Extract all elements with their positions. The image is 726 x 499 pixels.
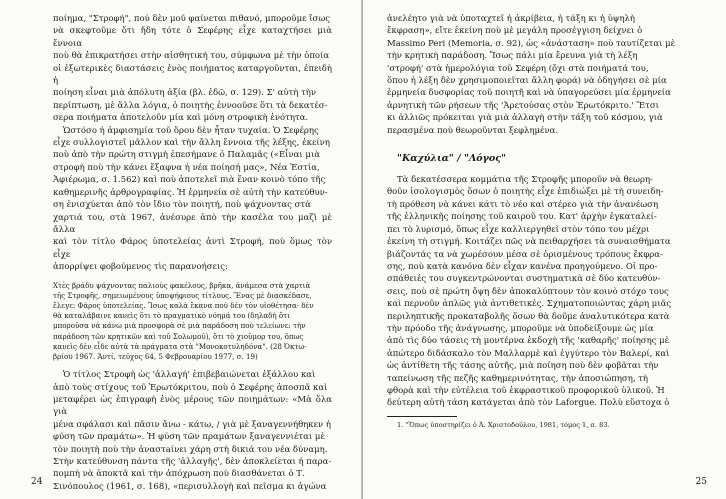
text-line: νὰ σκεφτοῦμε ὅτι ἤδη τότε ὁ Σεφέρης εἶχε καταχτήσει μιὰ ἔννοια	[53, 26, 332, 49]
text-line: ἀρνητικὴ τῶν ρήσεων τῆς 'Ἀρετούσας στὸν Ἐρωτόκριτο.' Ἔτσι	[387, 100, 659, 111]
left-text-column	[53, 13, 332, 493]
quote-line: Χτὲς βράδυ ψάχνοντας παλιοὺς φακέλους, βρῆκα, ἀνάμεσα στὰ χαρτιὰ	[53, 280, 311, 290]
text-line: Massimo Peri (Memoria, σ. 92), ὡς «ἀνάσταση» ποὺ ταυτίζεται μὲ	[387, 38, 676, 49]
block-quote	[53, 281, 332, 363]
text-line: εἶχε συλλογιστεῖ μᾶλλον καὶ τὴν ἄλλη ἔννοια τῆς λέξης, ἐκείνη	[53, 138, 330, 149]
text-line: ἀνελέητο γιὰ νὰ ὑποταχτεῖ ἡ ἀκρίβεια, ἡ τάξη κι ἡ ὑψηλὴ	[387, 14, 636, 24]
text-line: θοῦν ἰσολογισμὸς ὅσων ὁ ποιητὴς εἶχε ἐπιδιώξει μὲ τὴ συνειδη-	[387, 187, 664, 198]
text-line: φθορὰ καὶ τὴν εὐτέλεια τοῦ ἐκφραστικοῦ προφορικοῦ ὑλικοῦ. Ἡ	[387, 385, 665, 396]
text-line: ὡς ἀντίθετη τῆς τάσης αὐτῆς, μιὰ ποίηση ποὺ δὲν φοβᾶται τὴν	[387, 361, 659, 372]
left-paragraph-2	[53, 125, 332, 274]
text-line: περιληπτικῆς προκαταβολῆς ὅσων θὰ δοῦμε ἀναλυτικότερα κατὰ	[387, 311, 670, 322]
text-line: μένα σφάλασι καὶ πᾶσιν ἄνω - κάτω, / γιὰ μὲ ξαναγεννήθηκεν ἡ	[53, 419, 331, 430]
quote-line: παράδοση τῶν κρητικῶν καὶ τοῦ Σολωμοῦ), ὅτι τὸ χιοῦμορ του, ὅπως	[53, 331, 304, 341]
text-line: ποίημα, "Στροφή", πού δὲν μοῦ φαίνεται πιθανό, μποροῦμε ἴσως	[53, 14, 331, 24]
quote-line: βρίου 1967. Ἀντί, τεῦχος 64, 5 Φεβρουαρίου 1977, σ. 19)	[53, 351, 258, 361]
quote-line: τῆς Στροφῆς, σημειωμένους ὑποψήφιους τίτλους. Ἕνας μὲ διασκέδασε,	[53, 290, 312, 300]
text-line: καὶ περνοῦν ἁπλῶς γιὰ ἀντιθετικές. Σχηματοποιώντας χάρη μιᾶς	[387, 299, 672, 310]
right-paragraph-1	[387, 13, 676, 137]
text-line: οἱ ἐξωτερικὲς διαστάσεις ἑνὸς ποιήματος καταργοῦνται, ἐπειδὴ ἡ	[53, 63, 332, 87]
text-line: κι ἀλλιῶς πρόκειται γιὰ μιὰ ἀλλαγὴ στὴν τάξη τοῦ κόσμου, γιὰ	[387, 113, 663, 124]
text-line: ποὺ θὰ ἐπικρατήσει στὴν αἰσθητική του, σύμφωνα μὲ τὴν ὁποία	[53, 51, 330, 62]
text-line: μεταφέρει ὡς ἐπιγραφὴ ἑνὸς μέρους τῶν ποιημάτων: «Μὰ ὅλα γιὰ	[53, 394, 332, 418]
text-line: τῆς ἑλληνικῆς ποίησης τοῦ καιροῦ του. Κατ' ἀρχὴν ἐγκαταλεί-	[387, 212, 657, 223]
text-line: τὴν κρητικὴ παράδοση. Ἴσως πάλι μία ἔρευνα γιὰ τὴ λέξη	[387, 51, 638, 62]
footnote-rule	[387, 416, 457, 417]
text-line: σερα ποιήματα ἀποτελοῦν μία καὶ μόνη στροφικὴ ἑνότητα.	[53, 113, 309, 124]
text-line: ἀπορρίψει φοβούμενος τὶς παρανοήσεις:	[53, 262, 228, 273]
text-line: τὸν ποιητὴ ποὺ τὴν ἀναστaίνει χάρη στὴ δικιά του νέα δύναμη.	[53, 444, 328, 455]
text-line: ἀπὸ τοὺς στίχους τοῦ Ἐρωτόκριτου, ποὺ ὁ Σεφέρης ἀποσπᾶ καὶ	[53, 382, 328, 393]
text-line: Τὰ δεκατέσσερα κομμάτια τῆς Στροφῆς μποροῦν νὰ θεωρη-	[397, 175, 653, 186]
footnote: 1. "Ὅπως ὑποστηρίζει ὁ Ἀ. Χριστοδούλου, 1981, τόμος 1, σ. 83.	[397, 420, 610, 429]
right-page	[363, 0, 726, 499]
text-line: Ὡστόσο ἡ ἀμφισημία τοῦ ὅρου δὲν ἦταν τυχαία. Ὁ Σεφέρης	[63, 125, 319, 136]
text-line: δεύτερη αὐτὴ τάση κατάγεται ἀπὸ τὸν Laforgue. Πολὺ εὔστοχα ὁ	[387, 398, 670, 409]
text-line: σης, ποὺ κατὰ κανόνα δὲν εἶχαν κανένα προηγούμενο. Οἱ προ-	[387, 261, 658, 272]
right-text-column	[387, 13, 676, 430]
quote-line: μποροῦσα νὰ κάνω μιὰ προσφορὰ σὲ μιὰ παράδοση ποὺ τελείωνε: τὴν	[53, 321, 306, 331]
text-line: Σινόπουλος (1961, σ. 168), «περισυλλογὴ καὶ πεῖσμα κι ἀγώνα	[53, 481, 327, 492]
text-line: ὅπου ἡ λέξη δὲν χρησιμοποιεῖται ἄλλη φορά) νὰ ὁδηγήσει σὲ μία	[387, 76, 667, 87]
text-line: πει τὸ λυρισμό, ὅπως εἶχε καλλιεργηθεῖ στὸν τόπο του μέχρι	[387, 224, 650, 235]
text-line: σπάθειές του συγκεντρώνονται συστηματικὰ σὲ δύο κατευθύν-	[387, 274, 661, 285]
quote-line: θὰ καταλάβαινε κανεὶς ὅτι τὸ πραγματικὸ νόημά του (δηλαδὴ ὅτι	[53, 311, 290, 321]
text-line: Στὴν κατεύθυνση πάντα τῆς 'ἀλλαγῆς', δὲν ἀποκλείεται ἡ παρα-	[53, 457, 332, 467]
left-paragraph-3	[53, 369, 332, 493]
left-page	[0, 0, 362, 499]
text-line: ποίηση εἶναι μιὰ ἀπόλυτη ἀξία (βλ. ἐδῶ, σ. 129). Σ' αὐτὴ τὴν	[53, 88, 316, 99]
text-line: φύση τῶν πραμάτω». Ἡ φύση τῶν πραμάτων ξαναγεννιέται μὲ	[53, 432, 325, 443]
right-paragraph-2	[387, 174, 676, 410]
text-line: στροφὴ ποὺ τὴν κάνει ἔξαφνα ἡ νέα ποίησή μας», Νέα Ἑστία,	[53, 162, 320, 173]
text-line: ποὺ ἀπὸ τὴν πρώτη στιγμὴ ἐπεσήμανε ὁ Παλαμᾶς («Εἶναι μιὰ	[53, 150, 321, 161]
text-line: χαρτιά του, στὰ 1967, ἀνέσυρε ἀπὸ τὴν κασέλα του μαζὶ μὲ ἄλλα	[53, 212, 332, 235]
text-line: 'στροφή' στὰ ἡμερολόγια τοῦ Σεφέρη (ὄχι στὰ ποιήματά του,	[387, 63, 649, 74]
text-line: ἀπὸ τὶς δύο τάσεις τὴ μοντέρνα ἐκδοχὴ τῆς 'καθαρῆς' ποίησης μὲ	[387, 336, 670, 347]
text-line: ἐκείνη τὴ στιγμή. Κοιτάζει πῶς νὰ πειθαρχήσει τὰ συναισθήματα	[387, 237, 671, 248]
text-line: σεις, ποὺ σὲ πρώτη ὄψη δὲν ἀποκαλύπτουν τὸν κοινὸ στόχο τους	[387, 286, 669, 297]
quote-line: ἔλεγε: Φάρος ὑποτελείας. Ἴσως καλὰ ἔκανα ποὺ δὲν τὸν υἱοθέτησα· δὲν	[53, 300, 314, 310]
text-line: ση ἐνισχύεται ἀπὸ τὸν ἴδιο τὸν ποιητή, ποὺ ψάχνοντας στὰ	[53, 200, 311, 211]
page-number-right: 25	[695, 477, 707, 487]
left-paragraph-1	[53, 13, 332, 125]
text-line: ἔκφραση», εἴτε ἐκείνη ποὺ μὲ μεγάλη προσέγγιση δείχνει ὁ	[387, 26, 643, 37]
text-line: ἀπώτερο διδάσκαλο τὸν Μαλλαρμὲ καὶ ἐγγύτερο τὸν Βαλερί, καὶ	[387, 348, 670, 359]
text-line: πομπὴ νὰ ἀποκτᾶ καὶ τὴν ἀπόχρωση ποὺ διασθάνεται ὁ Τ.	[53, 469, 305, 480]
section-heading: "Καχύλια" / "Λόγος"	[397, 153, 506, 165]
text-line: Ὁ τίτλος Στροφὴ ὡς 'ἀλλαγή' ἐπιβεβαιώνεται ἐξάλλου καὶ	[63, 370, 316, 381]
text-line: καθημερινῆς ἀρθρογραφίας. Ἡ ἑρμηνεία σὲ αὐτὴ τὴν κατεύθυν-	[53, 187, 328, 198]
text-line: ταπείνωση τῆς πεζῆς καθημερινότητας, τὴν ἀποσιώπηση, τὴ	[387, 373, 649, 384]
text-line: τὴ πρόθεση νὰ κάνει κάτι τὸ νέο καὶ στέρεο γιὰ τὴν ἀνανέωση	[387, 199, 659, 210]
text-line: περίπτωση, μὲ ἄλλα λόγια, ὁ ποιητὴς ἐννοοῦσε ὅτι τὰ δεκατέσ-	[53, 100, 328, 111]
text-line: ἑρμηνεία δυσφορίας τοῦ ποιητῆ καὶ νὰ ὑπαγορεύσει μία ἑρμηνεία	[387, 88, 671, 99]
text-line: καὶ τὸν τίτλο Φάρος ὑποτελείας ἀντὶ Στροφή, ποὺ ὅμως τὸν εἶχε	[53, 237, 332, 260]
page-number-left: 24	[31, 477, 43, 487]
text-line: βιάζοντάς τα νὰ χωρέσουν μέσα σὲ ὁρισμένους τρόπους ἔκφρα-	[387, 249, 663, 260]
quote-line: κανεὶς δὲν εἶδε αὐτὰ τὰ πράγματα στὰ "Μονοκοτυληδόνα". (28 Ὀκτω-	[53, 341, 307, 351]
text-line: Ἀφιέρωμα, σ. 1.562) καὶ ποὺ ἀποτελεῖ πιὰ ἕναν κοινὸ τόπο τῆς	[53, 175, 326, 186]
text-line: τὴν πρόοδο τῆς ἀνάγνωσης, μποροῦμε νὰ ὑποδείξουμε ὡς μία	[387, 323, 654, 334]
text-line: περασμένα ποὺ θεωροῦνται ξεφλημένα.	[387, 125, 559, 136]
